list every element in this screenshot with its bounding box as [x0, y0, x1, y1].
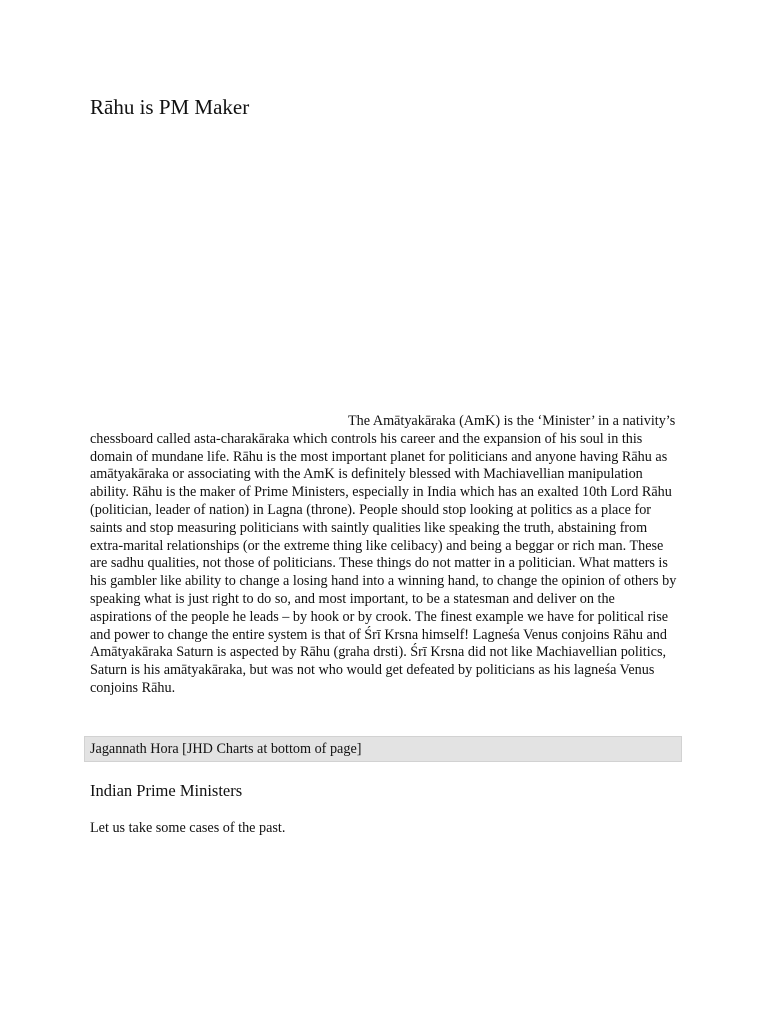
section-heading: Indian Prime Ministers: [90, 781, 243, 800]
body-paragraph: [90, 413, 678, 698]
chart-source-note: Jagannath Hora [JHD Charts at bottom of page]: [84, 736, 682, 762]
document-title: Rāhu is PM Maker: [90, 95, 250, 119]
body-paragraph-text: The Amātyakāraka (AmK) is the ‘Minister’ in a nativity’s chessboard called asta-charakāraka which controls his career and the expansion of his soul in this domain of mundane life. Rāhu is the most important planet for politicians and anyone having Rāhu as amātyakāraka or associating with the AmK is definitely blessed with Machiavellian manipulation ability. Rāhu is the maker of Prime Ministers, especially in India which has an exalted 10th Lord Rāhu (politician, leader of nation) in Lagna (throne). People should stop looking at politics as a place for saints and stop measuring politicians with saintly qualities like speaking the truth, abstaining from extra-marital relationships (or the extreme thing like celibacy) and being a beggar or rich man. These are sadhu qualities, not those of politicians. These things do not matter in a politician. What matters is his gambler like ability to change a losing hand into a winning hand, to change the opinion of others by speaking what is just right to do so, and most important, to be a statesman and deliver on the aspirations of the people he leads – by hook or by crook. The finest example we have for political rise and power to change the entire system is that of Śrī Krsna himself! Lagneśa Venus conjoins Rāhu and Amātyakāraka Saturn is aspected by Rāhu (graha drsti). Śrī Krsna did not like Machiavellian politics, Saturn is his amātyakāraka, but was not who would get defeated by politicians as his lagneśa Venus conjoins Rāhu.: [90, 413, 677, 696]
intro-text: Let us take some cases of the past.: [90, 820, 286, 836]
